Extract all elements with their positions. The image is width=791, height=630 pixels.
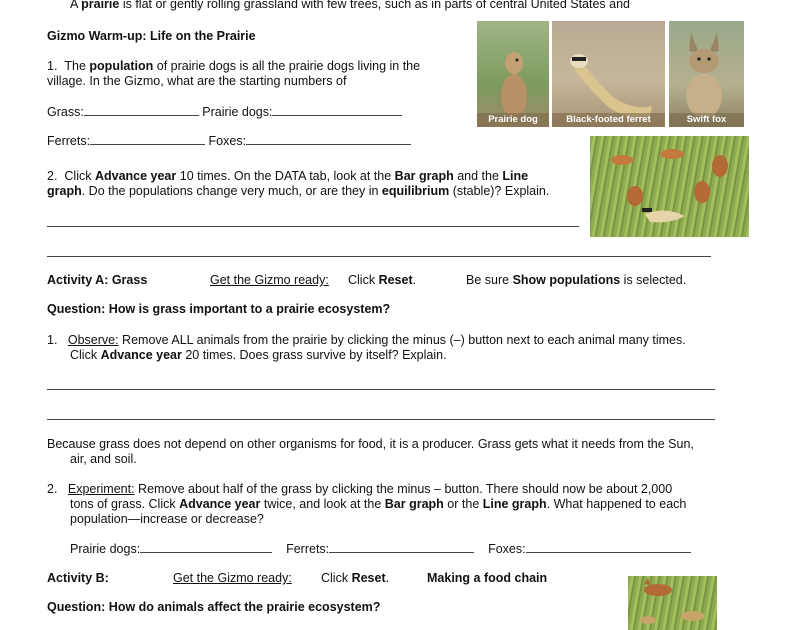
ferret-blank[interactable] — [329, 541, 474, 553]
grass-blank[interactable] — [84, 104, 199, 116]
warmup-heading: Gizmo Warm-up: Life on the Prairie — [47, 29, 256, 43]
activity-a-q2-line3: population—increase or decrease? — [70, 512, 264, 526]
ferrets-answer-row — [47, 133, 411, 148]
activity-a-show-populations: Be sure Show populations is selected. — [466, 273, 687, 287]
activity-a-q2-line1: 2. Experiment: Remove about half of the grass by clicking the minus – button. There should now be about 2,000 — [47, 482, 673, 496]
grass-answer-row — [47, 104, 402, 119]
foxes-label: Foxes: — [208, 134, 247, 148]
warmup-q2-answer-line-1[interactable] — [47, 226, 579, 227]
activity-a-click-reset: Click Reset. — [348, 273, 417, 287]
ferret-caption: Black-footed ferret — [552, 113, 665, 127]
activity-b-click-reset: Click Reset. — [321, 571, 390, 585]
grass-label: Grass: — [47, 105, 84, 119]
activity-a-q1-line1: 1. Observe: Remove ALL animals from the prairie by clicking the minus (–) button next to each animal many times. — [47, 333, 686, 347]
prairie-dog-icon — [477, 21, 549, 127]
fox-photo — [669, 21, 744, 127]
fox-icon — [669, 21, 744, 127]
activity-a-title: Activity A: Grass — [47, 273, 148, 287]
ferrets-blank[interactable] — [90, 133, 205, 145]
producer-paragraph-line1: Because grass does not depend on other organisms for food, it is a producer. Grass gets what it needs from the Sun, — [47, 437, 694, 451]
activity-a-q1-answer-line-2[interactable] — [47, 419, 715, 420]
ferrets-label: Ferrets: — [47, 134, 91, 148]
pd-label: Prairie dogs: — [70, 542, 141, 556]
warmup-q1-line1: 1. The population of prairie dogs is all the prairie dogs living in the — [47, 59, 421, 73]
ferret-icon — [552, 21, 665, 127]
activity-a-q1-answer-line-1[interactable] — [47, 389, 715, 390]
activity-b-prairie-image — [628, 576, 717, 630]
term-prairie: prairie — [81, 0, 120, 11]
warmup-q2-line1: 2. Click Advance year 10 times. On the DATA tab, look at the Bar graph and the Line — [47, 169, 529, 183]
foxes-blank[interactable] — [246, 133, 411, 145]
warmup-q2-answer-line-2[interactable] — [47, 256, 711, 257]
gizmo-prairie-image — [590, 136, 749, 237]
warmup-q1-line2: village. In the Gizmo, what are the starting numbers of — [47, 74, 347, 88]
fox-prairie-icon — [628, 576, 717, 630]
activity-a-get-ready: Get the Gizmo ready: — [210, 273, 329, 287]
prairie-dogs-label: Prairie dogs: — [202, 105, 273, 119]
fox-label: Foxes: — [488, 542, 526, 556]
activity-b-get-ready: Get the Gizmo ready: — [173, 571, 292, 585]
prairie-animals-icon — [590, 136, 749, 237]
warmup-q2-line2: graph. Do the populations change very much, or are they in equilibrium (stable)? Explain. — [47, 184, 550, 198]
activity-b-question: Question: How do animals affect the prairie ecosystem? — [47, 600, 381, 614]
fox-blank[interactable] — [526, 541, 691, 553]
ferret-photo — [552, 21, 665, 127]
activity-a-q2-line2: tons of grass. Click Advance year twice, and look at the Bar graph or the Line graph. What happened to each — [70, 497, 687, 511]
activity-a-question: Question: How is grass important to a prairie ecosystem? — [47, 302, 391, 316]
prairie-dogs-blank[interactable] — [272, 104, 402, 116]
activity-b-title: Activity B: — [47, 571, 109, 585]
prairie-dog-caption: Prairie dog — [477, 113, 549, 127]
population-answer-row — [70, 541, 691, 556]
ferret-label: Ferrets: — [286, 542, 330, 556]
fox-caption: Swift fox — [669, 113, 744, 127]
activity-b-making-food-chain: Making a food chain — [427, 571, 548, 585]
activity-a-q1-line2: Click Advance year 20 times. Does grass survive by itself? Explain. — [70, 348, 447, 362]
intro-text: A prairie is flat or gently rolling grassland with few trees, such as in parts of central United States and — [70, 0, 630, 11]
pd-blank[interactable] — [140, 541, 272, 553]
producer-paragraph-line2: air, and soil. — [70, 452, 137, 466]
prairie-dog-photo — [477, 21, 549, 127]
